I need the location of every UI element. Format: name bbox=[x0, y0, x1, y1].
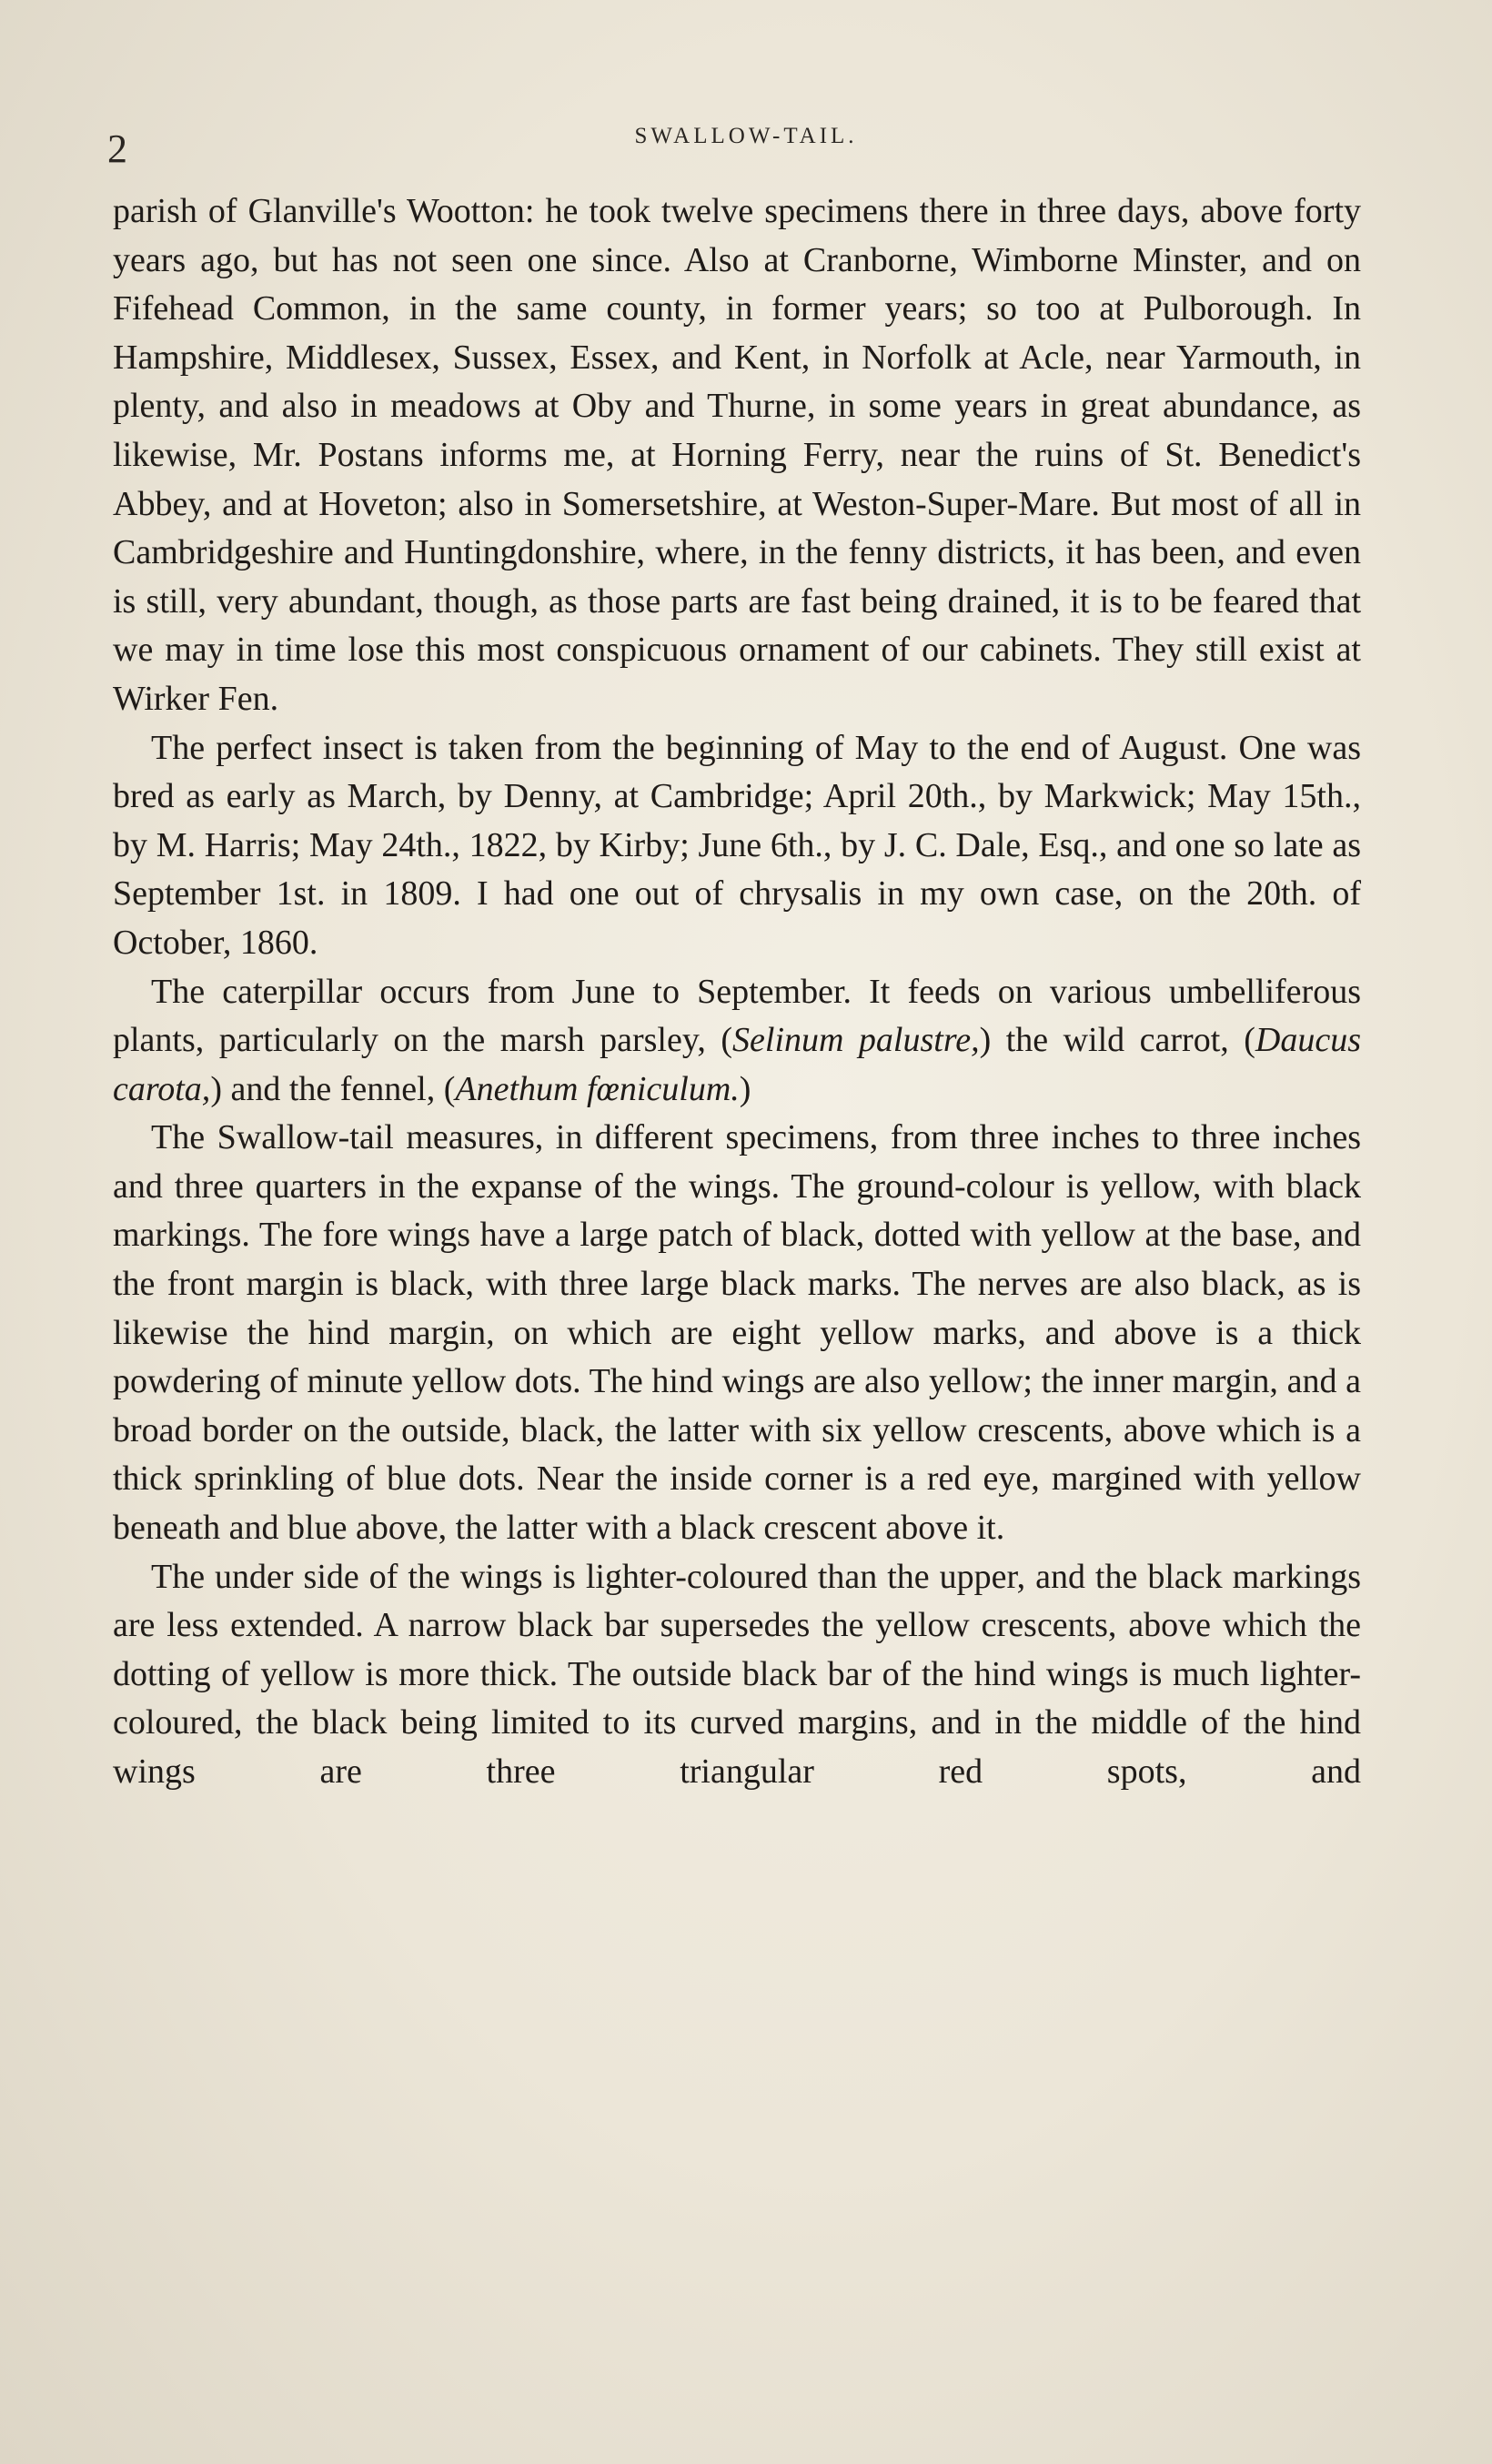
species-name: Selinum palustre, bbox=[732, 1021, 980, 1060]
running-head: SWALLOW-TAIL. bbox=[634, 124, 858, 148]
paragraph-locations: parish of Glanville's Wootton: he took twelve specimens there in three days, above forty years ago, but has not seen one since. Also at Cranborne, Wimborne Minster, and on Fifehead Common, in the same county, in former years; so too at Pulborough. In Hampshire, Middlesex, Sussex, Essex, and Kent, in Norfolk at Acle, near Yarmouth, in plenty, and also in meadows at Oby and Thurne, in some years in great abundance, as likewise, Mr. Postans informs me, at Horning Ferry, near the ruins of St. Benedict's Abbey, and at Hoveton; also in Somersetshire, at Weston-Super-Mare. But most of all in Cambridgeshire and Huntingdonshire, where, in the fenny districts, it has been, and even is still, very abundant, though, as those parts are fast being drained, it is to be feared that we may in time lose this most conspicuous ornament of our cabinets. They still exist at Wirker Fen. bbox=[113, 192, 1361, 718]
text-run: ) bbox=[739, 1069, 751, 1108]
page-number: 2 bbox=[107, 126, 127, 171]
species-name: Anethum fœniculum. bbox=[455, 1069, 740, 1108]
body-text bbox=[113, 187, 1361, 1797]
text-run: The caterpillar occurs from June to September. It feeds on various umbelliferous plants, particularly on the marsh parsley, ( bbox=[113, 972, 1361, 1060]
text-run: ) the wild carrot, ( bbox=[979, 1021, 1255, 1060]
paragraph-flight-dates: The perfect insect is taken from the beginning of May to the end of August. One was bred as early as March, by Denny, at Cambridge; April 20th., by Markwick; May 15th., by M. Harris; May 24th., 1822, by Kirby; June 6th., by J. C. Dale, Esq., and one so late as September 1st. in 1809. I had one out of chrysalis in my own case, on the 20th. of October, 1860. bbox=[113, 728, 1361, 962]
paragraph-caterpillar bbox=[113, 968, 1361, 1115]
text-run: ) and the fennel, ( bbox=[210, 1069, 456, 1108]
paragraph-description: The Swallow-tail measures, in different specimens, from three inches to three inches and three quarters in the expanse of the wings. The ground-colour is yellow, with black markings. The fore wings have a large patch of black, dotted with yellow at the base, and the front margin is black, with three large black marks. The nerves are also black, as is likewise the hind margin, on which are eight yellow marks, and above is a thick powdering of minute yellow dots. The hind wings are also yellow; the inner margin, and a broad border on the outside, black, the latter with six yellow crescents, above which is a thick sprinkling of blue dots. Near the inside corner is a red eye, margined with yellow beneath and blue above, the latter with a black crescent above it. bbox=[113, 1118, 1361, 1548]
species-name: Daucus carota, bbox=[113, 1021, 1362, 1108]
paragraph-underside: The under side of the wings is lighter-coloured than the upper, and the black markings are less extended. A narrow black bar supersedes the yellow crescents, above which the dotting of yellow is more thick. The outside black bar of the hind wings is much lighter-coloured, the black being limited to its curved margins, and in the middle of the hind wings are three triangular red spots, and bbox=[113, 1557, 1361, 1791]
